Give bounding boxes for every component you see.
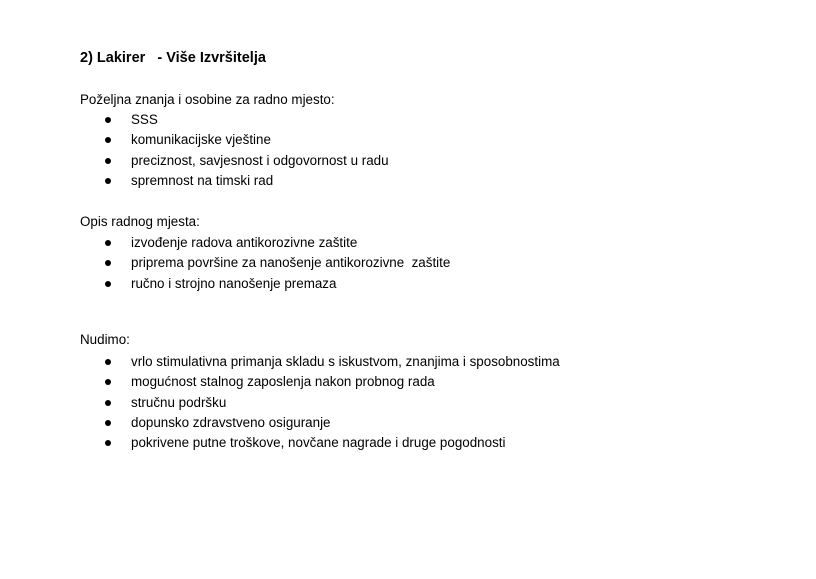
- list-item: SSS: [80, 111, 389, 131]
- bullet-icon: [105, 379, 111, 385]
- list-item: priprema površine za nanošenje antikorozivne zaštite: [80, 254, 450, 274]
- list-item: pokrivene putne troškove, novčane nagrade i druge pogodnosti: [80, 434, 560, 454]
- list-item: preciznost, savjesnost i odgovornost u radu: [80, 152, 389, 172]
- list-item: dopunsko zdravstveno osiguranje: [80, 414, 560, 434]
- requirements-list: [80, 111, 389, 192]
- list-item: komunikacijske vještine: [80, 131, 389, 151]
- bullet-icon: [105, 137, 111, 143]
- section-heading-offer: Nudimo:: [80, 332, 130, 347]
- bullet-icon: [105, 420, 111, 426]
- list-item: ručno i strojno nanošenje premaza: [80, 275, 450, 295]
- bullet-icon: [105, 440, 111, 446]
- list-item: izvođenje radova antikorozivne zaštite: [80, 234, 450, 254]
- list-item: mogućnost stalnog zaposlenja nakon probnog rada: [80, 373, 560, 393]
- section-heading-requirements: Poželjna znanja i osobine za radno mjesto:: [80, 92, 335, 107]
- bullet-icon: [105, 117, 111, 123]
- list-item: vrlo stimulativna primanja skladu s iskustvom, znanjima i sposobnostima: [80, 353, 560, 373]
- bullet-icon: [105, 400, 111, 406]
- list-item: spremnost na timski rad: [80, 172, 389, 192]
- document-title: 2) Lakirer - Više Izvršitelja: [80, 50, 266, 66]
- bullet-icon: [105, 240, 111, 246]
- bullet-icon: [105, 359, 111, 365]
- bullet-icon: [105, 260, 111, 266]
- section-heading-job-description: Opis radnog mjesta:: [80, 214, 200, 229]
- bullet-icon: [105, 281, 111, 287]
- list-item: stručnu podršku: [80, 394, 560, 414]
- job-description-list: [80, 234, 450, 295]
- bullet-icon: [105, 158, 111, 164]
- bullet-icon: [105, 178, 111, 184]
- offer-list: [80, 353, 560, 454]
